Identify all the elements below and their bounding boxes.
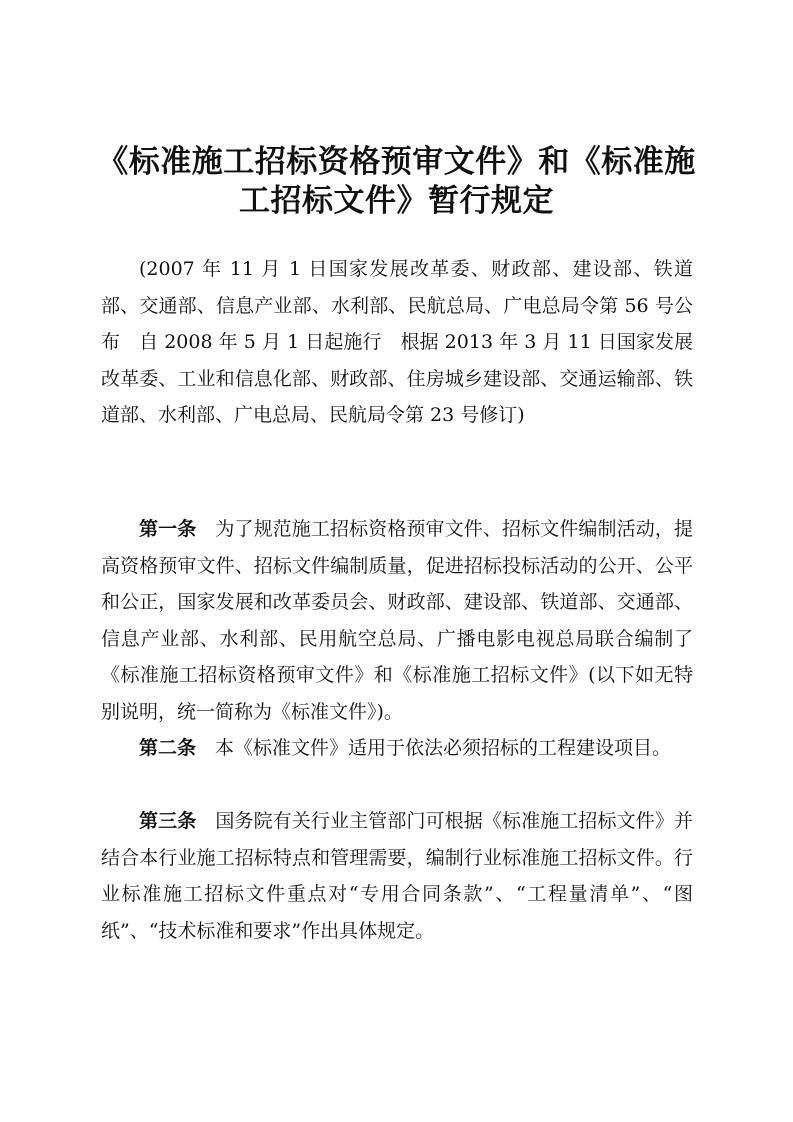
article-2-text: 本《标准文件》适用于依法必须招标的工程建设项目。 <box>215 737 672 759</box>
article-1-label: 第一条 <box>139 518 197 540</box>
article-3 <box>101 803 693 949</box>
document-title-line-1: 《标准施工招标资格预审文件》和《标准施 <box>97 144 696 180</box>
article-3-label: 第三条 <box>139 810 197 832</box>
article-2 <box>101 730 693 767</box>
document-title-line-2: 工招标文件》暂行规定 <box>239 183 554 219</box>
article-2-label: 第二条 <box>139 737 197 759</box>
article-1-text: 为了规范施工招标资格预审文件、招标文件编制活动，提高资格预审文件、招标文件编制质量，促进招标投标活动的公开、公平和公正，国家发展和改革委员会、财政部、建设部、铁道部、交通部、信息产业部、水利部、民用航空总局、广播电影电视总局联合编制了《标准施工招标资格预审文件》和《标准施工招标文件》(以下如无特别说明，统一简称为《标准文件》)。 <box>101 518 693 723</box>
preamble: (2007 年 11 月 1 日国家发展改革委、财政部、建设部、铁道部、交通部、信息产业部、水利部、民航总局、广电总局令第 56 号公布 自 2008 年 5 月 1 日起施行 根据 2013 年 3 月 11 日国家发展改革委、工业和信息化部、财政部、住房城乡建设部、交通运输部、铁道部、水利部、广电总局、民航局令第 23 号修订) <box>101 258 693 426</box>
article-1 <box>101 511 693 730</box>
article-3-text: 国务院有关行业主管部门可根据《标准施工招标文件》并结合本行业施工招标特点和管理需要，编制行业标准施工招标文件。行业标准施工招标文件重点对“专用合同条款”、“工程量清单”、“图纸”、“技术标准和要求”作出具体规定。 <box>101 810 693 942</box>
